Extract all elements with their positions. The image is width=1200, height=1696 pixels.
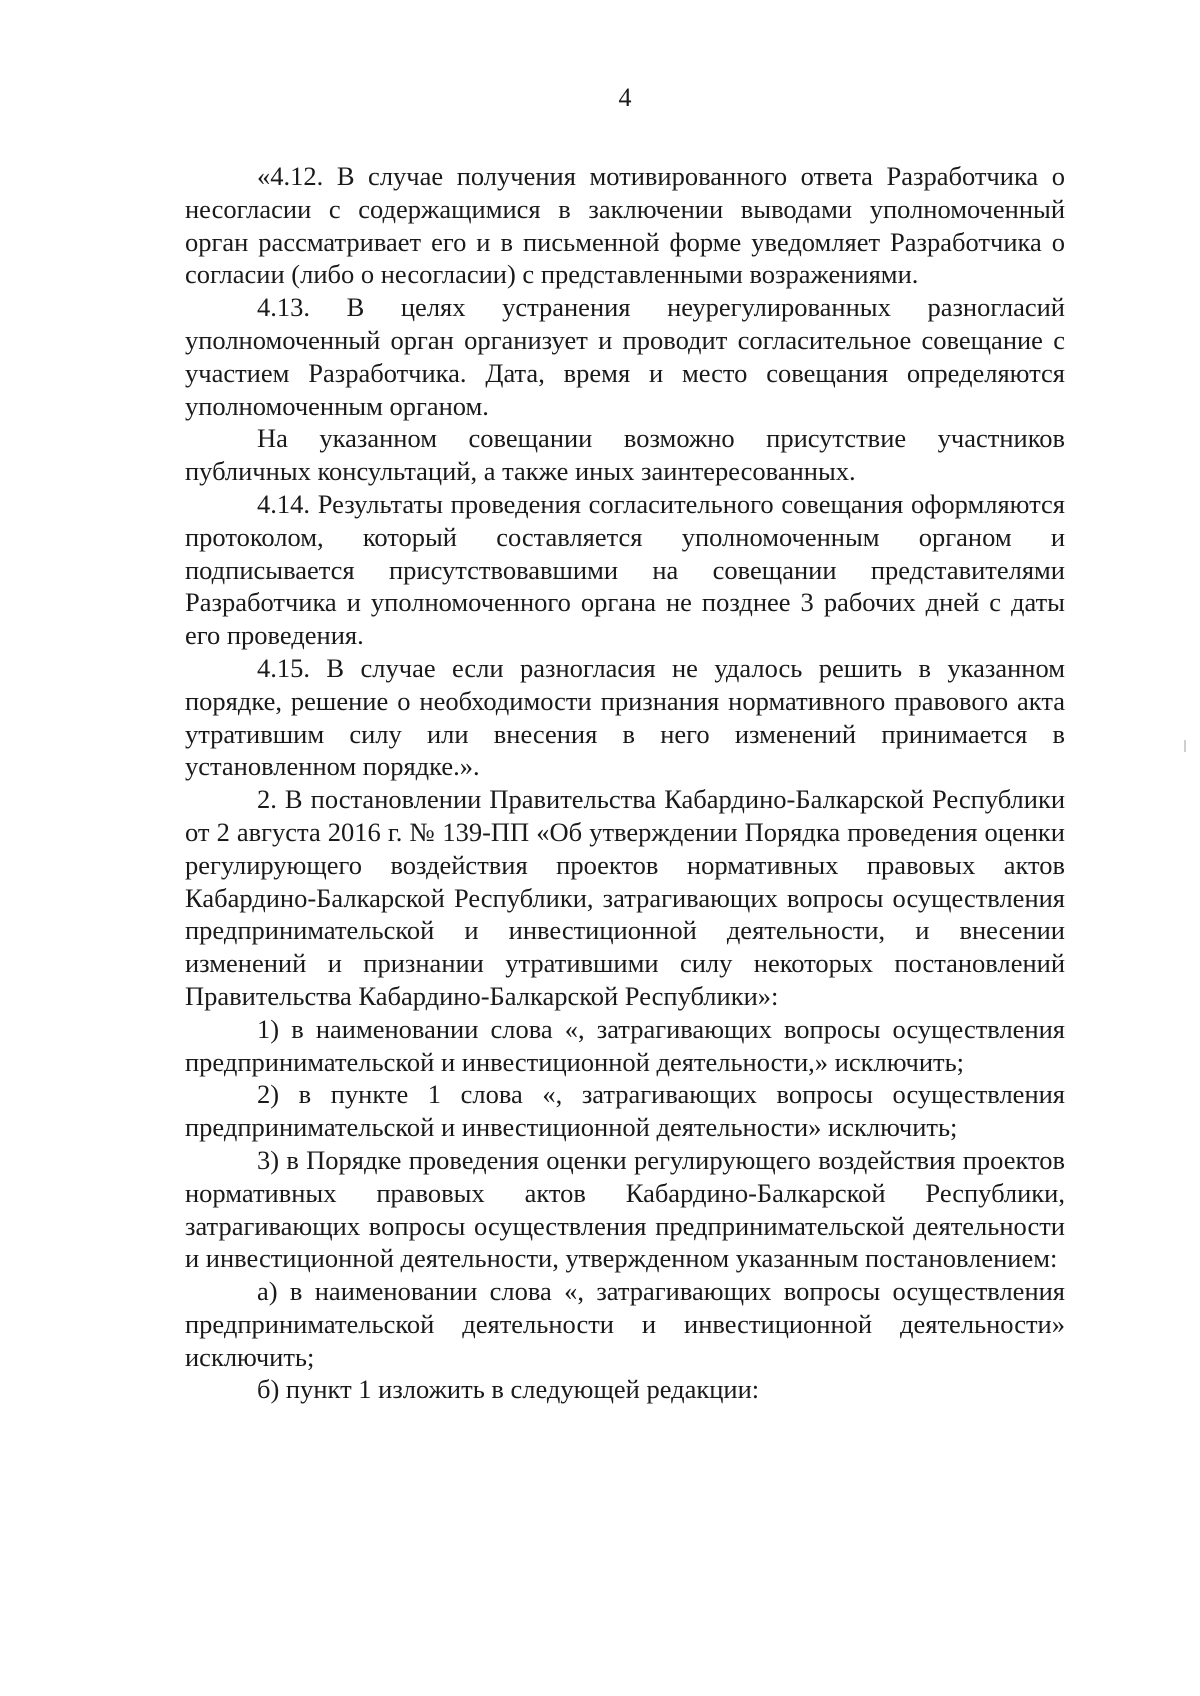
paragraph-subitem-a: а) в наименовании слова «, затрагивающих вопросы осуществления предпринимательской деятельности и инвестиционной деятельности» исключить;: [185, 1276, 1065, 1372]
paragraph-subitem-2: 2) в пункте 1 слова «, затрагивающих вопросы осуществления предпринимательской и инвестиционной деятельности» исключить;: [185, 1079, 1065, 1143]
paragraph-4-12: «4.12. В случае получения мотивированного ответа Разработчика о несогласии с содержащимися в заключении выводами уполномоченный орган рассматривает его и в письменной форме уведомляет Разработчика о согласии (либо о несогласии) с представленными возражениями.: [185, 161, 1065, 290]
paragraph-subitem-b: б) пункт 1 изложить в следующей редакции:: [257, 1374, 760, 1405]
paragraph-subitem-1: 1) в наименовании слова «, затрагивающих вопросы осуществления предпринимательской и инвестиционной деятельности,» исключить;: [185, 1013, 1065, 1077]
paragraph-item-2: 2. В постановлении Правительства Кабардино-Балкарской Республики от 2 августа 2016 г. № 139-ПП «Об утверждении Порядка проведения оценки регулирующего воздействия проектов нормативных правовых актов Кабардино-Балкарской Республики, затрагивающих вопросы осуществления предпринимательской и инвестиционной деятельности, и внесении изменений и признании утратившими силу некоторых постановлений Правительства Кабардино-Балкарской Республики»:: [185, 784, 1065, 1011]
page-number: 4: [618, 83, 632, 112]
paragraph-4-15: 4.15. В случае если разногласия не удалось решить в указанном порядке, решение о необходимости признания нормативного правового акта утратившим силу или внесения в него изменений принимается в установленном порядке.».: [185, 652, 1065, 782]
paragraph-4-13-participants: На указанном совещании возможно присутствие участников публичных консультаций, а также иных заинтересованных.: [185, 423, 1065, 487]
paragraph-4-14: 4.14. Результаты проведения согласительного совещания оформляются протоколом, который составляется уполномоченным органом и подписывается присутствовавшими на совещании представителями Разработчика и уполномоченного органа не позднее 3 рабочих дней с даты его проведения.: [185, 488, 1065, 651]
paragraph-4-13: 4.13. В целях устранения неурегулированных разногласий уполномоченный орган организует и проводит согласительное совещание с участием Разработчика. Дата, время и место совещания определяются уполномоченным органом.: [185, 292, 1065, 421]
scan-artifact: [1184, 740, 1186, 752]
document-body: [185, 160, 1065, 1406]
paragraph-subitem-3: 3) в Порядке проведения оценки регулирующего воздействия проектов нормативных правовых актов Кабардино-Балкарской Республики, затрагивающих вопросы осуществления предпринимательской деятельности и инвестиционной деятельности, утвержденном указанным постановлением:: [185, 1144, 1065, 1274]
